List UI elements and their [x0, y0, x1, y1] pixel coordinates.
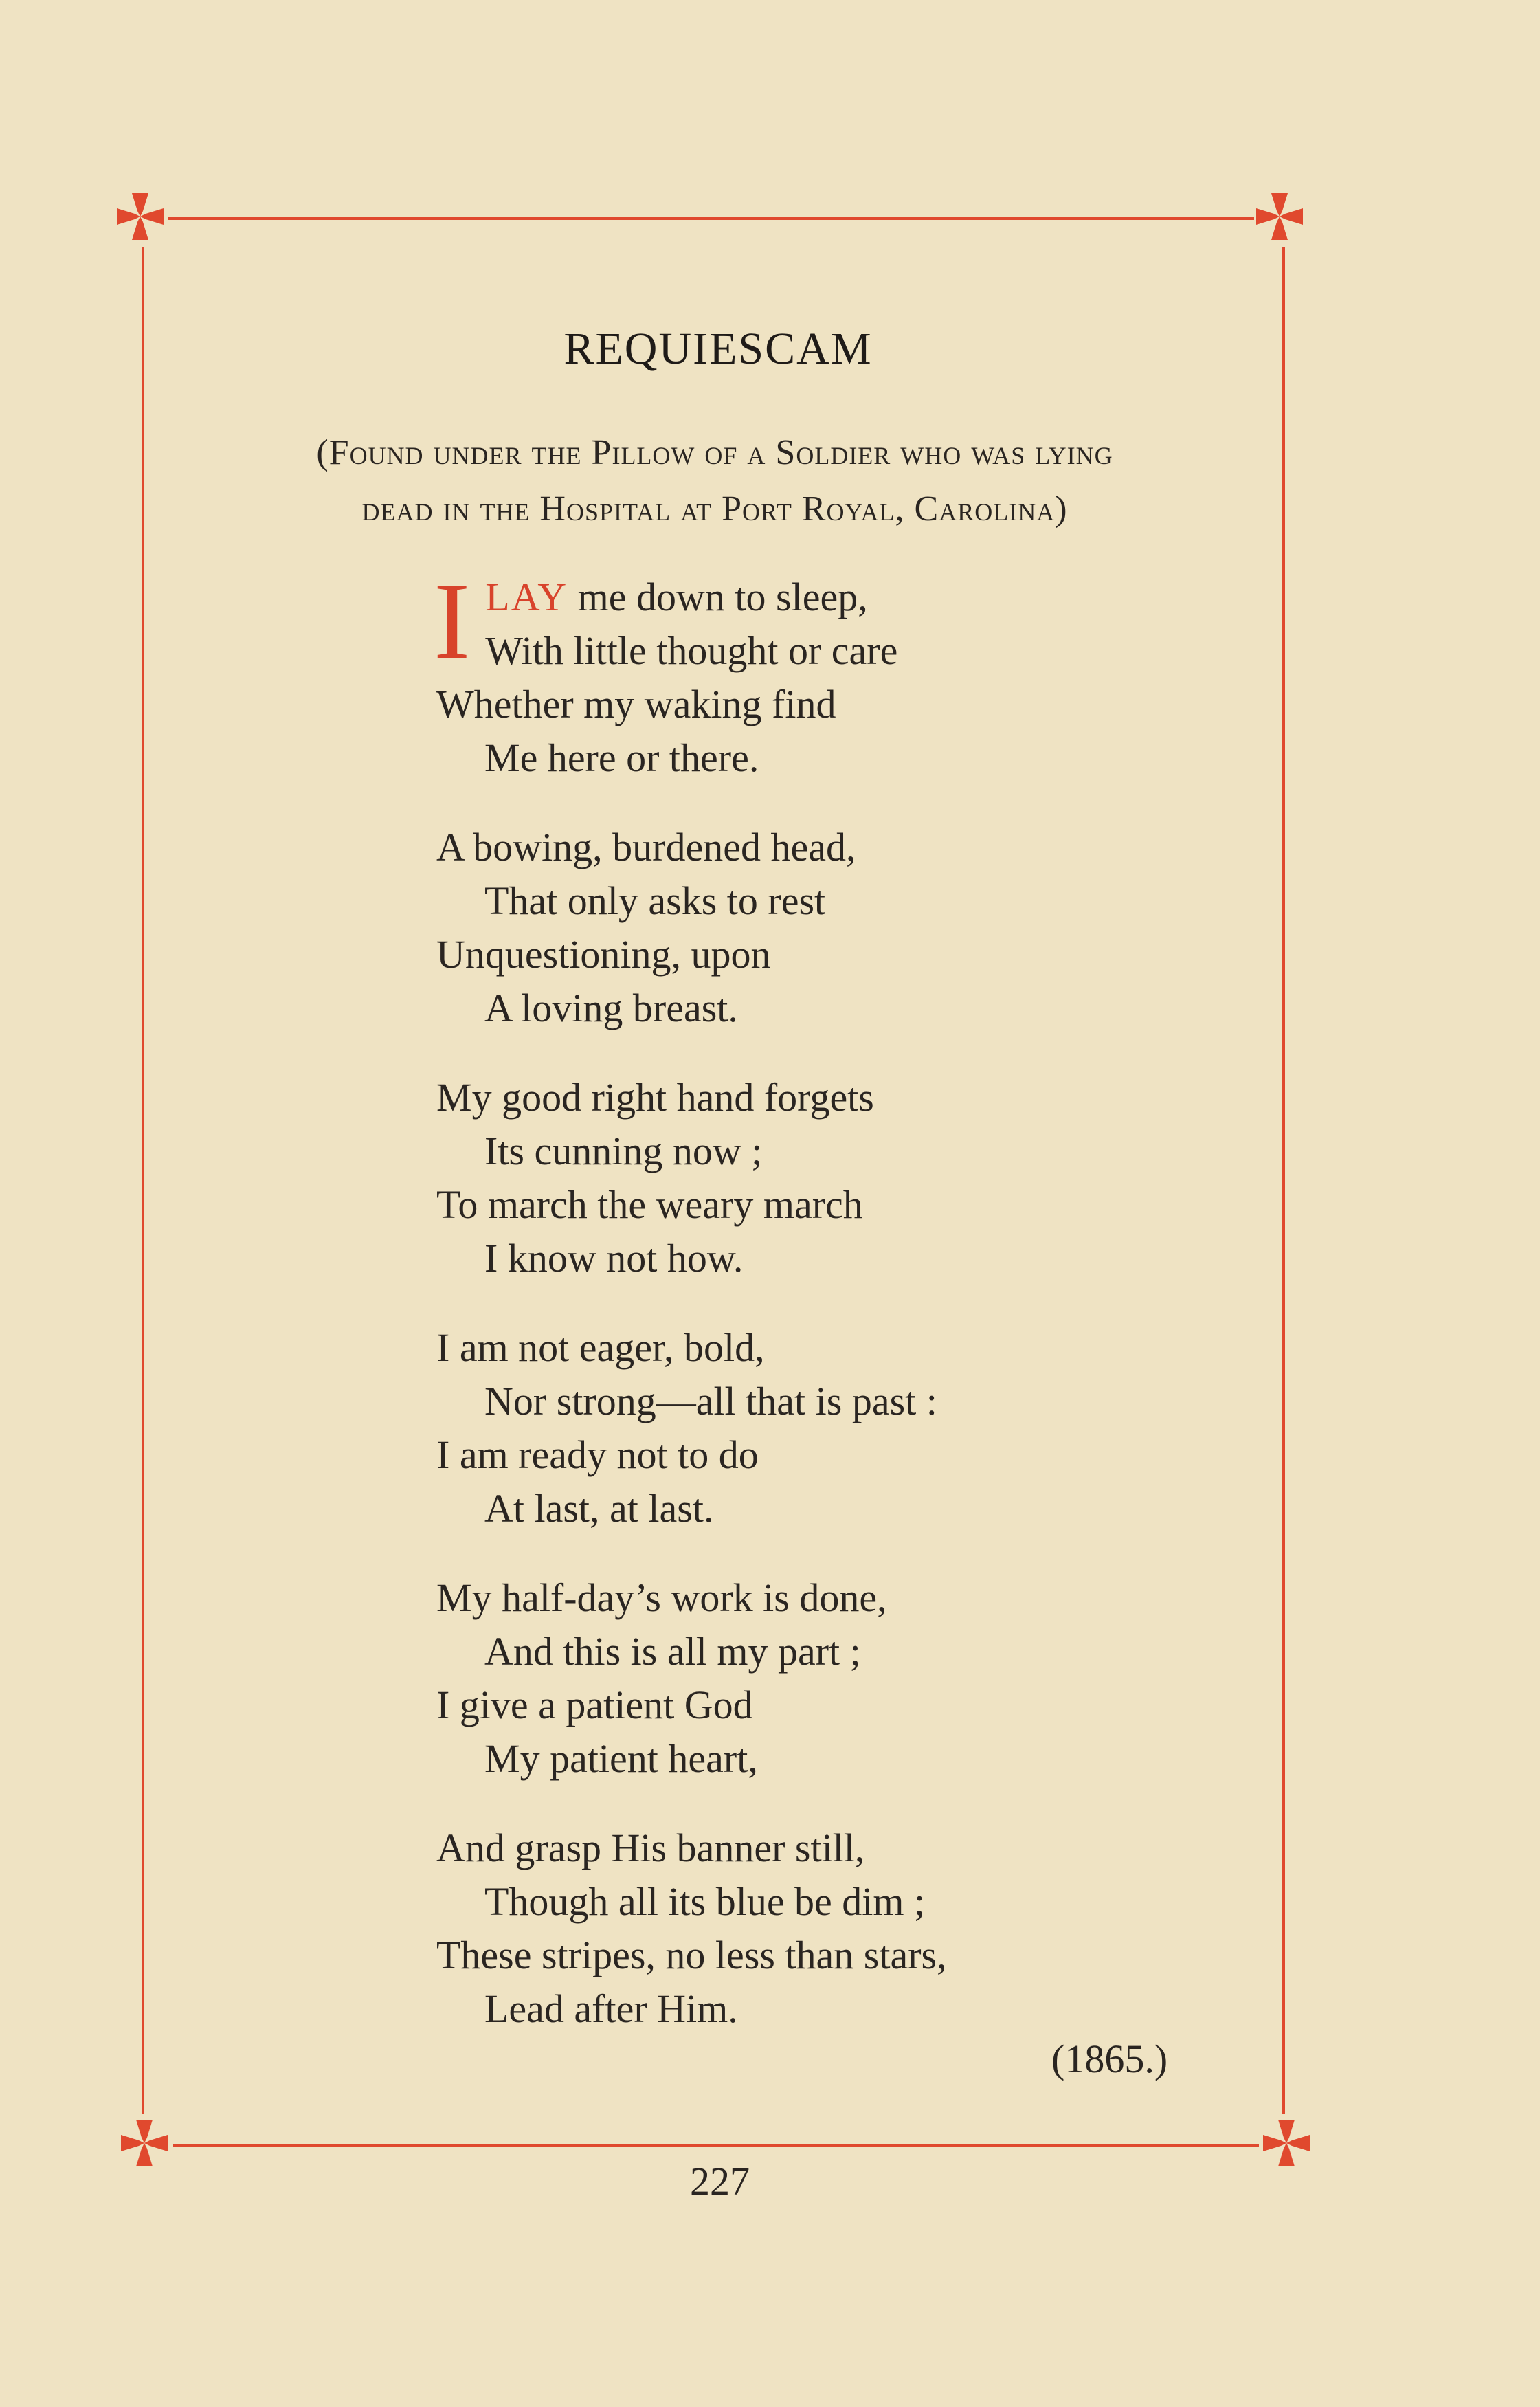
- poem-body: [434, 559, 1234, 2072]
- frame-right-rule: [1282, 247, 1285, 2114]
- poem-line: My good right hand forgets: [436, 1075, 874, 1120]
- frame-top-rule: [168, 217, 1254, 220]
- stanza: [436, 1321, 1234, 1535]
- poem-line: These stripes, no less than stars,: [436, 1933, 947, 1977]
- poem-line-text: me down to sleep,: [577, 575, 868, 619]
- poem-line: Unquestioning, upon: [436, 932, 771, 977]
- poem-line: Lead after Him.: [484, 1986, 738, 2031]
- poem-line: My half-day’s work is done,: [436, 1575, 887, 1620]
- poem-line: And this is all my part ;: [484, 1629, 861, 1674]
- poem-line: Though all its blue be dim ;: [484, 1879, 926, 1924]
- poem-line: That only asks to rest: [484, 878, 826, 923]
- poem-line: I know not how.: [484, 1236, 744, 1280]
- poem-title: REQUIESCAM: [563, 324, 873, 374]
- poem-line: My patient heart,: [484, 1736, 758, 1781]
- subtitle-line: dead in the Hospital at Port Royal, Carolina): [361, 489, 1068, 529]
- poem-line: To march the weary march: [436, 1182, 863, 1227]
- maltese-cross-icon: [114, 190, 166, 243]
- poem-line: Me here or there.: [484, 735, 759, 780]
- poem-line: A bowing, burdened head,: [436, 825, 856, 869]
- poem-line: Whether my waking find: [436, 682, 836, 726]
- poem-line: [436, 570, 1234, 624]
- maltese-cross-icon: [1253, 190, 1306, 243]
- poem-line: I am ready not to do: [436, 1432, 759, 1477]
- frame-bottom-rule: [173, 2144, 1259, 2147]
- stanza: [436, 821, 1234, 1035]
- poem-line: Its cunning now ;: [484, 1129, 763, 1173]
- first-word: LAY: [485, 575, 568, 619]
- poem-line: At last, at last.: [484, 1486, 714, 1531]
- poem-line: I give a patient God: [436, 1683, 753, 1727]
- poem-line: I am not eager, bold,: [436, 1325, 765, 1370]
- stanza: [436, 1821, 1234, 2036]
- poem-date: (1865.): [1051, 2037, 1168, 2081]
- frame-left-rule: [142, 247, 144, 2114]
- subtitle-line: (Found under the Pillow of a Soldier who was lying: [316, 433, 1113, 472]
- poem-subtitle: [165, 425, 1264, 537]
- poem-line: And grasp His banner still,: [436, 1826, 865, 1870]
- poem-line: A loving breast.: [484, 986, 738, 1030]
- poem-line: Nor strong—all that is past :: [484, 1379, 937, 1423]
- drop-cap: I: [434, 559, 471, 682]
- stanza: [436, 1571, 1234, 1786]
- poem-line: With little thought or care: [485, 628, 898, 673]
- stanza: [436, 1071, 1234, 1285]
- page-number: 227: [690, 2159, 750, 2204]
- stanza: [434, 559, 1234, 785]
